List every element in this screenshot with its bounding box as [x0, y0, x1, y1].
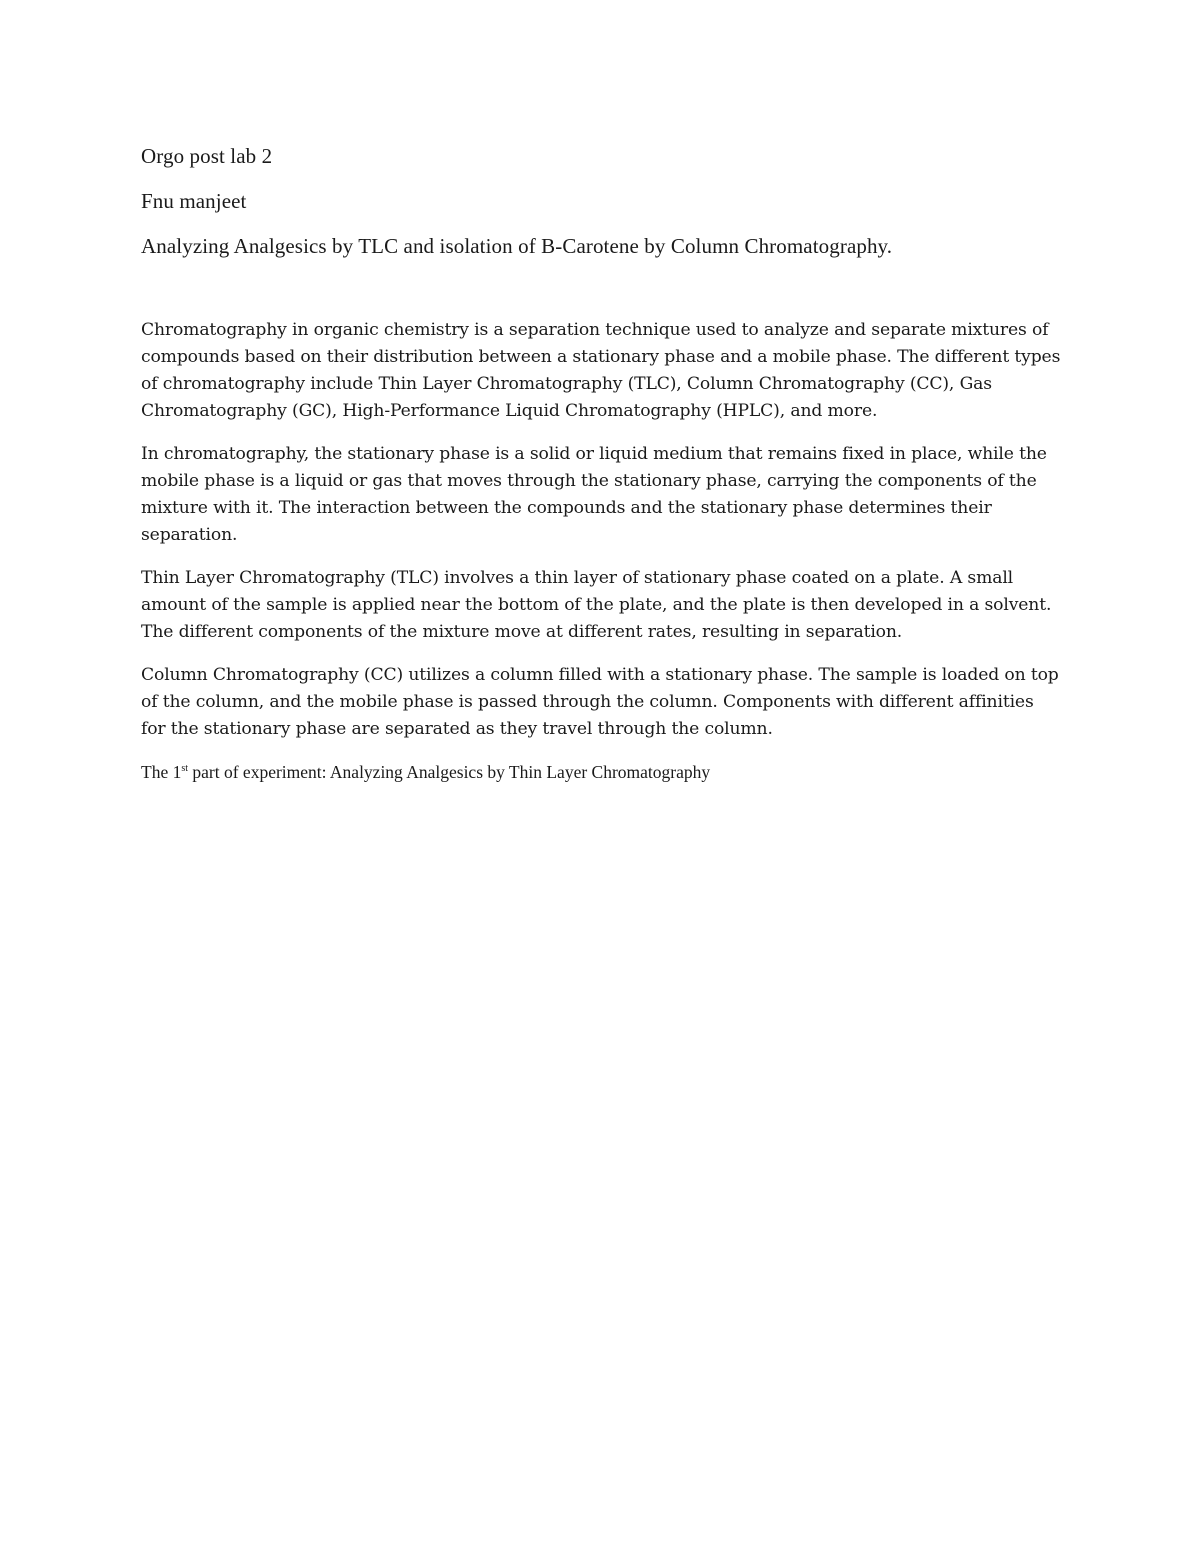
part-description: part of experiment: Analyzing Analgesics by Thin Layer Chromatography — [188, 762, 711, 782]
part-ordinal-suffix: st — [181, 763, 189, 775]
paragraph-phases: In chromatography, the stationary phase is a solid or liquid medium that remains fixed in place, while the mobile phase is a liquid or gas that moves through the stationary phase, carrying the components of the mixture with it. The interaction between the compounds and the stationary phase determines their separation. — [141, 444, 1047, 545]
experiment-part-heading — [141, 759, 1061, 786]
document-body — [141, 317, 1061, 786]
document-title: Analyzing Analgesics by TLC and isolation of B-Carotene by Column Chromatography. — [141, 234, 893, 258]
part-prefix: The 1 — [141, 762, 182, 782]
document-content — [141, 142, 1061, 786]
paragraph-tlc: Thin Layer Chromatography (TLC) involves a thin layer of stationary phase coated on a plate. A small amount of the sample is applied near the bottom of the plate, and the plate is then developed in a solvent. The different components of the mixture move at different rates, resulting in separation. — [141, 568, 1052, 642]
author-name: Fnu manjeet — [141, 189, 247, 213]
paragraph-chromatography-intro: Chromatography in organic chemistry is a separation technique used to analyze and separate mixtures of compounds based on their distribution between a stationary phase and a mobile phase. The different types of chromatography include Thin Layer Chromatography (TLC), Column Chromatography (CC), Gas Chromatography (GC), High-Performance Liquid Chromatography (HPLC), and more. — [141, 320, 1061, 421]
paragraph-column-chromatography: Column Chromatography (CC) utilizes a column filled with a stationary phase. The sample is loaded on top of the column, and the mobile phase is passed through the column. Components with different affinities for the stationary phase are separated as they travel through the column. — [141, 665, 1059, 739]
course-title: Orgo post lab 2 — [141, 144, 273, 168]
